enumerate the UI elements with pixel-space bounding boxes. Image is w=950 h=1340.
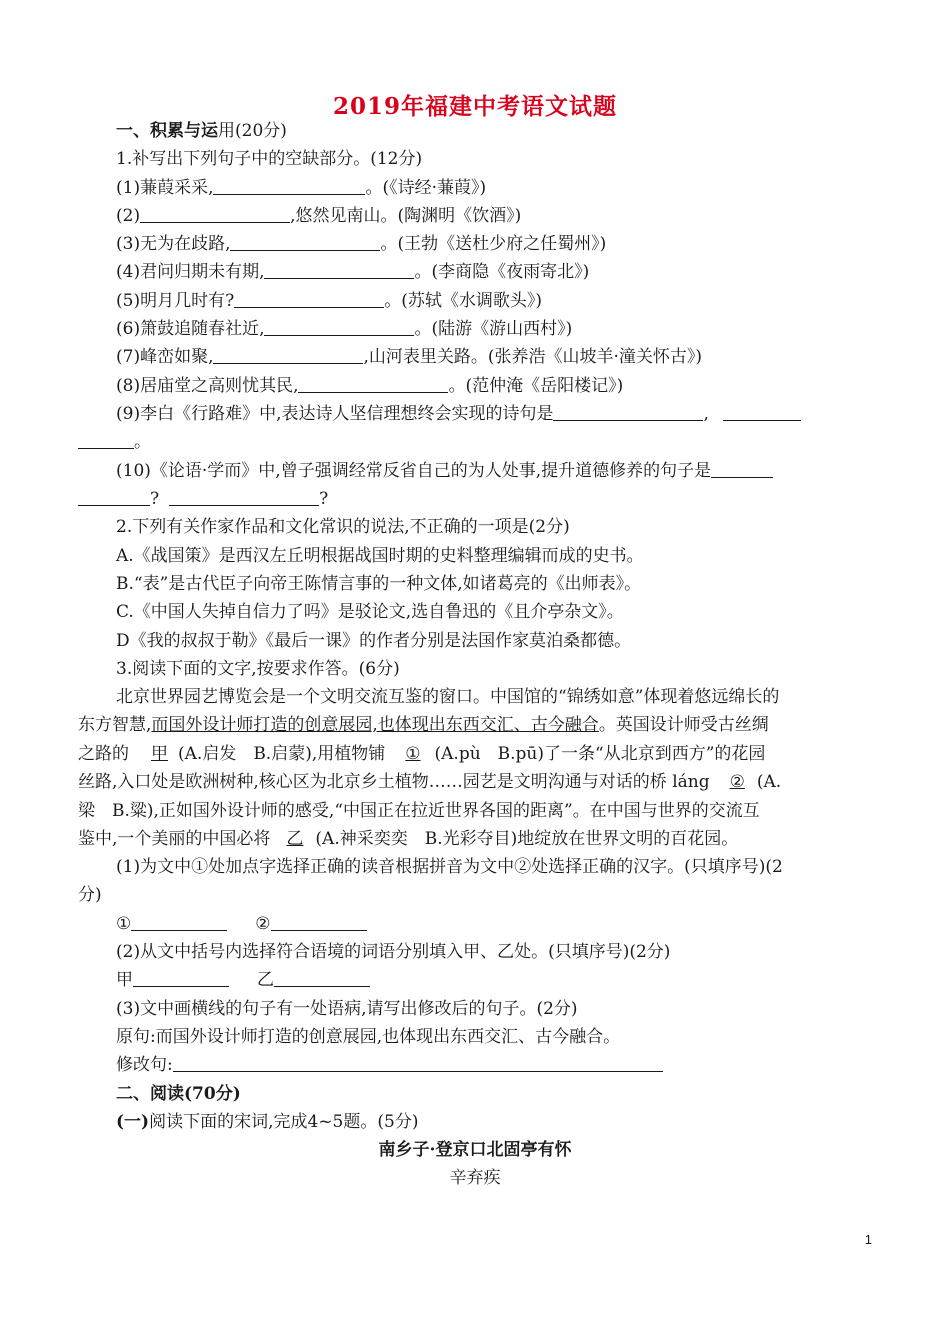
q1-stem: 1.补写出下列句子中的空缺部分。(12分)	[116, 149, 423, 169]
q3-sub2-answers: 甲 乙	[116, 969, 872, 991]
q3-passage-line-2: 东方智慧,而国外设计师打造的创意展园,也体现出东西交汇、古今融合。英国设计师受古丝绸	[78, 715, 769, 735]
page-title: 2019年福建中考语文试题	[332, 93, 617, 120]
page-number: 1	[864, 1232, 872, 1247]
q2-option-b: B.“表”是古代臣子向帝王陈情言事的一种文体,如诸葛亮的《出师表》。	[116, 574, 642, 594]
q2-option-c: C.《中国人失掉自信力了吗》是驳论文,选自鲁迅的《且介亭杂文》。	[116, 602, 624, 622]
q2-option-a: A.《战国策》是西汉左丘明根据战国时期的史料整理编辑而成的史书。	[116, 546, 644, 566]
q3-passage-line-6: 鉴中,一个美丽的中国必将 乙 (A.神采奕奕 B.光彩夺目)地绽放在世界文明的百花园。	[78, 829, 739, 849]
q1-line-10: (10)《论语·学而》中,曾子强调经常反省自己的为人处事,提升道德修养的句子是	[116, 460, 872, 482]
q3-sub3: (3)文中画横线的句子有一处语病,请写出修改后的句子。(2分)	[116, 999, 578, 1019]
section1-heading: 一、积累与运用(20分)	[116, 121, 287, 141]
q2-stem: 2.下列有关作家作品和文化常识的说法,不正确的一项是(2分)	[116, 517, 570, 537]
q1-line-5: (5)明月几时有? 。(苏轼《水调歌头》)	[116, 291, 542, 311]
poem-title: 南乡子·登京口北固亭有怀	[378, 1140, 572, 1160]
q3-sub1-cont: 分)	[78, 885, 102, 905]
q3-passage-line-3: 之路的 甲 (A.启发 B.启蒙),用植物铺 ① (A.pù B.pū)了一条“从北京到西方”的花园	[78, 744, 766, 764]
q3-passage-line-4: 丝路,入口处是欧洲树种,核心区为北京乡土植物……园艺是文明沟通与对话的桥 láng ② (A.	[78, 772, 782, 792]
section2-heading: 二、阅读(70分)	[116, 1084, 241, 1104]
q3-sub1-answers: ① ②	[116, 913, 872, 935]
q1-line-4: (4)君问归期未有期, 。(李商隐《夜雨寄北》)	[116, 262, 590, 282]
underlined-sentence: 而国外设计师打造的创意展园,也体现出东西交汇、古今融合	[151, 715, 599, 735]
q3-sub2: (2)从文中括号内选择符合语境的词语分别填入甲、乙处。(只填序号)(2分)	[116, 942, 671, 962]
q1-line-6: (6)箫鼓追随春社近, 。(陆游《游山西村》)	[116, 319, 573, 339]
q1-line-8: (8)居庙堂之高则忧其民, 。(范仲淹《岳阳楼记》)	[116, 376, 624, 396]
q3-passage-line-1: 北京世界园艺博览会是一个文明交流互鉴的窗口。中国馆的“锦绣如意”体现着悠远绵长的	[116, 687, 780, 707]
q3-revised-sentence: 修改句:	[116, 1054, 872, 1076]
q1-line-7: (7)峰峦如聚, ,山河表里关路。(张养浩《山坡羊·潼关怀古》)	[116, 347, 703, 367]
q2-option-d: D《我的叔叔于勒》《最后一课》的作者分别是法国作家莫泊桑都德。	[116, 631, 632, 651]
poem-author: 辛弃疾	[449, 1168, 501, 1188]
q1-line-9: (9)李白《行路难》中,表达诗人坚信理想终会实现的诗句是 ,	[116, 403, 872, 425]
q1-line-9-cont: 。	[78, 431, 872, 453]
q1-line-2: (2) ,悠然见南山。(陶渊明《饮酒》)	[116, 206, 522, 226]
q3-original-sentence: 原句:而国外设计师打造的创意展园,也体现出东西交汇、古今融合。	[116, 1027, 621, 1047]
q3-sub1: (1)为文中①处加点字选择正确的读音根据拼音为文中②处选择正确的汉字。(只填序号)(2	[116, 857, 783, 877]
section2-sub-heading: (一)阅读下面的宋词,完成4~5题。(5分)	[116, 1112, 419, 1132]
q3-stem: 3.阅读下面的文字,按要求作答。(6分)	[116, 659, 400, 679]
q3-passage-line-5: 梁 B.粱),正如国外设计师的感受,“中国正在拉近世界各国的距离”。在中国与世界的交流互	[78, 801, 760, 821]
q1-line-1: (1)蒹葭采采, 。(《诗经·蒹葭》)	[116, 178, 487, 198]
q1-line-10-cont: ? ?	[78, 488, 872, 510]
q1-line-3: (3)无为在歧路, 。(王勃《送杜少府之任蜀州》)	[116, 234, 607, 254]
